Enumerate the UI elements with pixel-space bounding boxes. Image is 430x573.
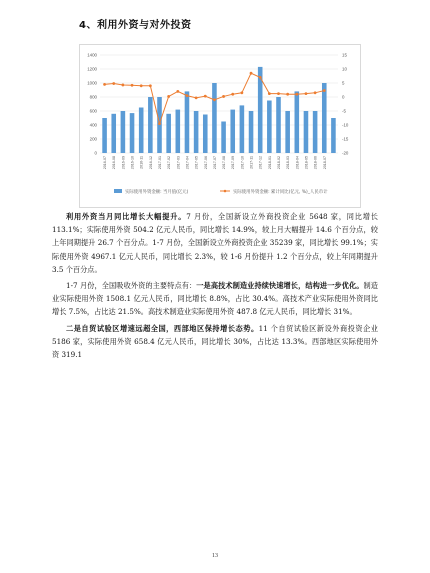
line-point <box>121 84 124 87</box>
line-point <box>204 95 207 98</box>
bar <box>322 83 327 153</box>
bar <box>148 97 153 153</box>
bar <box>267 101 272 154</box>
x-axis-tick-label: 2017-04 <box>185 156 190 170</box>
x-axis-tick-label: 2017-05 <box>194 156 199 170</box>
bar <box>313 111 318 153</box>
x-axis-tick-label: 2018-07 <box>322 156 327 170</box>
paragraph-3 <box>52 322 378 362</box>
x-axis-tick-label: 2018-04 <box>295 156 300 170</box>
line-point <box>277 92 280 95</box>
line-point <box>213 98 216 101</box>
line-point <box>231 93 234 96</box>
page-number: 13 <box>212 553 218 559</box>
paragraph-3-lead: 二是自贸试验区增速远超全国，西部地区保持增长态势。 <box>66 323 259 333</box>
bar <box>139 108 144 154</box>
bar <box>203 115 208 154</box>
x-axis-tick-label: 2016-12 <box>148 156 153 170</box>
x-axis-tick-label: 2017-01 <box>158 156 162 170</box>
left-axis-tick-label: 400 <box>89 122 97 128</box>
legend-swatch-bars <box>114 189 122 193</box>
left-axis-tick-label: 1200 <box>87 66 97 72</box>
x-axis-tick-label: 2018-05 <box>304 156 309 170</box>
line-point <box>240 91 243 94</box>
bar <box>194 111 199 153</box>
paragraph-2-body: 制造业实际使用外资 1508.1 亿元人民币，同比增长 8.8%，占比 30.4%。高技术产业实际使用外资同比增长 7.5%，占比达 21.5%。高技术制造业实际使用外资 487.8 亿元人民币，同比增长 31%。 <box>52 281 378 317</box>
x-axis-tick-label: 2016-10 <box>130 156 135 170</box>
combo-chart <box>79 44 361 208</box>
bar <box>176 110 181 153</box>
right-axis-tick-label: -10 <box>342 122 349 128</box>
line-point <box>295 93 298 96</box>
chart-svg <box>80 45 360 207</box>
line-point <box>158 122 161 125</box>
x-axis-tick-label: 2017-08 <box>222 156 227 170</box>
paragraph-2-intro: 1-7 月份，全国吸收外资的主要特点有： <box>66 281 197 291</box>
bar <box>212 83 217 153</box>
bar <box>276 97 281 153</box>
line-point <box>112 82 115 85</box>
line-point <box>268 92 271 95</box>
left-axis-tick-label: 0 <box>94 150 97 156</box>
left-axis-tick-label: 800 <box>89 94 97 100</box>
bar <box>166 114 171 153</box>
x-axis-tick-label: 2016-08 <box>112 156 117 170</box>
paragraph-1-body: 7 月份，全国新设立外商投资企业 5648 家，同比增长 113.1%；实际使用外资 504.2 亿元人民币，同比增长 14.9%，较上月大幅提升 14.6 个百分点，较上年同期提升 26.7 个百分点。1-7 月份，全国新设立外商投资企业 35239 家，同比增长 99.1%；实际使用外资 4967.1 亿元人民币，同比增长 2.3%，较 1-6 月份提升 1.2 个百分点，较上年同期提升 3.5 个百分点。 <box>52 212 378 274</box>
bar <box>249 111 254 153</box>
bar <box>185 91 190 153</box>
line-point <box>250 72 253 75</box>
paragraph-1 <box>52 210 378 276</box>
line-point <box>305 92 308 95</box>
section-heading: 4、利用外资与对外投资 <box>79 20 192 31</box>
body-text <box>52 210 378 364</box>
x-axis-tick-label: 2016-09 <box>121 156 126 170</box>
paragraph-2-lead: 一是高技术制造业持续快速增长，结构进一步优化。 <box>196 281 364 291</box>
line-point <box>103 83 106 86</box>
line-point <box>314 91 317 94</box>
left-axis-tick-label: 1400 <box>87 52 97 58</box>
line-point <box>149 84 152 87</box>
line-point <box>323 89 326 92</box>
line-point <box>176 90 179 93</box>
right-axis-tick-label: 15 <box>342 52 347 58</box>
legend-label-bars: 实际使用外资金额: 当月值(亿元) <box>125 189 189 195</box>
bar <box>295 91 300 153</box>
bar <box>111 114 116 153</box>
paragraph-2 <box>52 279 378 319</box>
bar <box>240 105 245 153</box>
bar <box>102 118 107 153</box>
line-point <box>286 93 289 96</box>
x-axis-tick-label: 2016-11 <box>139 156 144 169</box>
x-axis-tick-label: 2017-12 <box>258 156 263 170</box>
paragraph-3-body: 11 个自贸试验区新设外商投资企业 5186 家，实际使用外资 658.4 亿元人民币，同比增长 30%，占比达 13.3%。西部地区实际使用外资 319.1 <box>52 323 378 360</box>
bar <box>121 111 126 153</box>
line-point <box>131 84 134 87</box>
line-point <box>140 84 143 87</box>
x-axis-tick-label: 2017-11 <box>249 156 254 169</box>
right-axis-tick-label: -15 <box>342 136 349 142</box>
right-axis-tick-label: 10 <box>342 66 347 72</box>
bar <box>130 113 135 153</box>
left-axis-tick-label: 200 <box>89 136 97 142</box>
x-axis-tick-label: 2017-07 <box>212 156 217 170</box>
bar <box>331 118 336 153</box>
bar <box>304 111 309 153</box>
x-axis-tick-label: 2017-02 <box>167 156 172 170</box>
legend-label-line: 实际使用外资金额: 累计同比(亿元, %)_人民币计 <box>233 189 328 195</box>
legend-swatch-line-marker <box>224 190 227 193</box>
line-point <box>259 76 262 79</box>
line-point <box>222 95 225 98</box>
x-axis-tick-label: 2018-03 <box>286 156 291 170</box>
x-axis-tick-label: 2018-01 <box>267 156 272 170</box>
x-axis-tick-label: 2016-07 <box>103 156 108 170</box>
bar <box>285 111 290 153</box>
x-axis-tick-label: 2017-06 <box>203 156 208 170</box>
left-axis-tick-label: 600 <box>89 108 97 114</box>
bar <box>230 110 235 153</box>
right-axis-tick-label: -5 <box>342 108 346 114</box>
line-point <box>167 95 170 98</box>
x-axis-tick-label: 2018-02 <box>277 156 281 170</box>
right-axis-tick-label: 0 <box>342 94 345 100</box>
right-axis-tick-label: -20 <box>342 150 349 156</box>
line-point <box>195 96 198 99</box>
left-axis-tick-label: 1000 <box>87 80 97 86</box>
x-axis-tick-label: 2018-06 <box>313 156 318 170</box>
x-axis-tick-label: 2017-03 <box>176 156 181 170</box>
right-axis-tick-label: 5 <box>342 80 345 86</box>
bar <box>221 122 226 154</box>
x-axis-tick-label: 2017-10 <box>240 156 245 170</box>
line-point <box>186 94 189 97</box>
x-axis-tick-label: 2017-09 <box>231 156 236 170</box>
paragraph-1-lead: 利用外资当月同比增长大幅提升。 <box>66 212 187 221</box>
